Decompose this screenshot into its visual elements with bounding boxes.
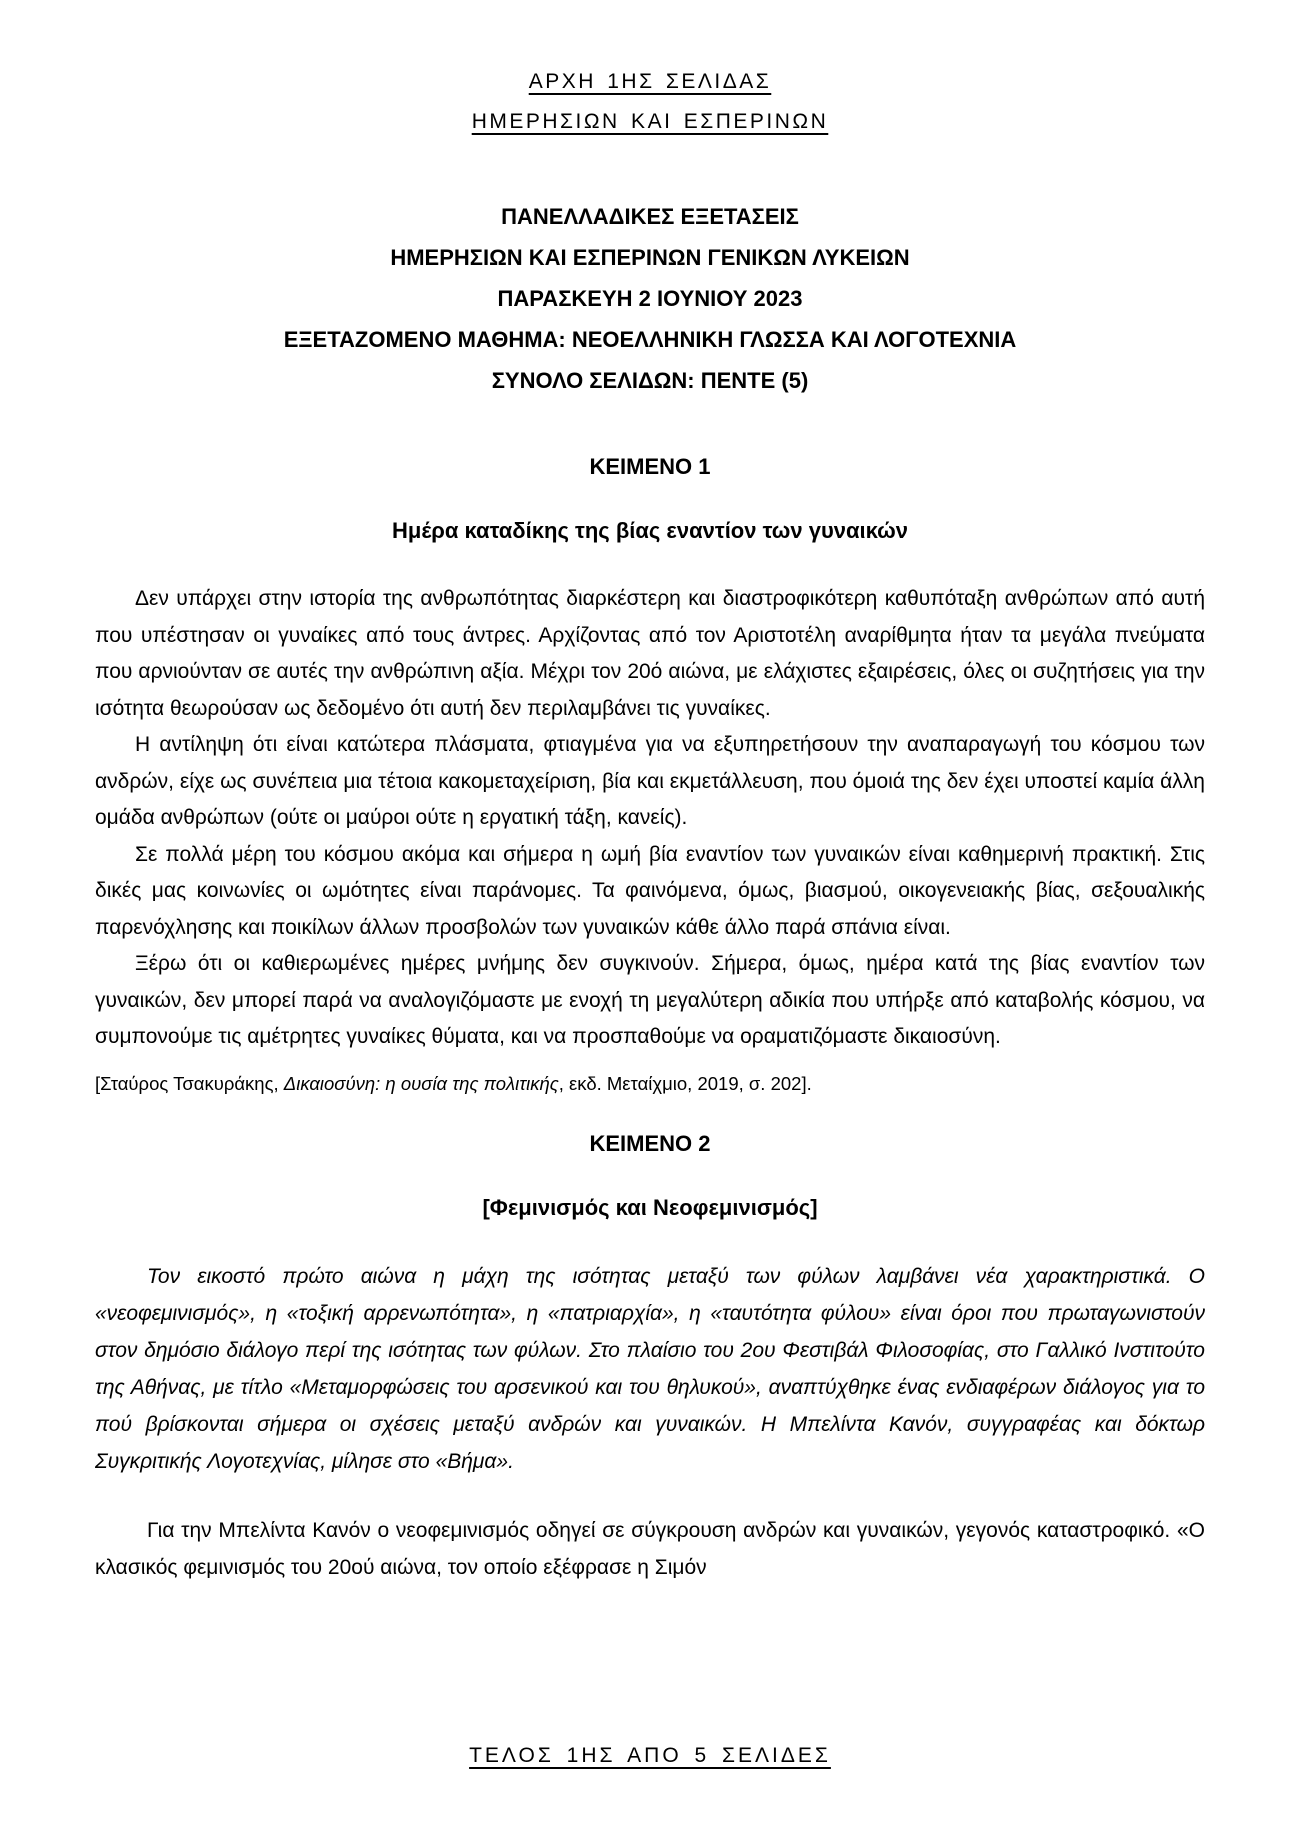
citation-suffix: , εκδ. Μεταίχμιο, 2019, σ. 202]. [558, 1072, 812, 1094]
text2-body [95, 1512, 1205, 1586]
text1-body [95, 581, 1205, 1056]
exam-title-line-4: ΕΞΕΤΑΖΟΜΕΝΟ ΜΑΘΗΜΑ: ΝΕΟΕΛΛΗΝΙΚΗ ΓΛΩΣΣΑ ΚΑΙ ΛΟΓΟΤΕΧΝΙΑ [283, 327, 1017, 352]
text1-paragraph-2: Η αντίληψη ότι είναι κατώτερα πλάσματα, φτιαγμένα για να εξυπηρετήσουν την αναπαραγωγή του κόσμου των ανδρών, είχε ως συνέπεια μια τέτοια κακομεταχείριση, βία και εκμετάλλευση, που όμοιά της δεν έχει υποστεί καμία άλλη ομάδα ανθρώπων (ούτε οι μαύροι ούτε η εργατική τάξη, κανείς). [95, 733, 1205, 829]
text1-paragraph-3: Σε πολλά μέρη του κόσμου ακόμα και σήμερα η ωμή βία εναντίον των γυναικών είναι καθημερινή πρακτική. Στις δικές μας κοινωνίες οι ωμότητες είναι παράνομες. Τα φαινόμενα, όμως, βιασμού, οικογενειακής βίας, σεξουαλικής παρενόχλησης και ποικίλων άλλων προσβολών των γυναικών κάθε άλλο παρά σπάνια είναι. [95, 842, 1205, 939]
exam-title-block [95, 196, 1205, 401]
text2-subtitle: [Φεμινισμός και Νεοφεμινισμός] [482, 1194, 818, 1220]
text2-paragraph-1: Για την Μπελίντα Κανόν ο νεοφεμινισμός οδηγεί σε σύγκρουση ανδρών και γυναικών, γεγονός καταστροφικό. «Ο κλασικός φεμινισμός του 20ού αιώνα, τον οποίο εξέφρασε η Σιμόν [95, 1518, 1205, 1579]
text1-paragraph-1: Δεν υπάρχει στην ιστορία της ανθρωπότητας διαρκέστερη και διαστροφικότερη καθυπόταξη ανθρώπων από αυτή που υπέστησαν οι γυναίκες από τους άντρες. Αρχίζοντας από τον Αριστοτέλη αναρίθμητα ήταν τα μεγάλα πνεύματα που αρνιούνταν σε αυτές την ανθρώπινη αξία. Μέχρι τον 20ό αιώνα, με ελάχιστες εξαιρέσεις, όλες οι συζητήσεις για την ισότητα θεωρούσαν ως δεδομένο ότι αυτή δεν περιλαμβάνει τις γυναίκες. [95, 587, 1205, 720]
exam-title-line-5: ΣΥΝΟΛΟ ΣΕΛΙΔΩΝ: ΠΕΝΤΕ (5) [491, 368, 809, 393]
exam-title-line-2: ΗΜΕΡΗΣΙΩΝ ΚΑΙ ΕΣΠΕΡΙΝΩΝ ΓΕΝΙΚΩΝ ΛΥΚΕΙΩΝ [390, 245, 910, 270]
text1-citation [95, 1072, 1205, 1096]
citation-prefix: [Σταύρος Τσακυράκης, [95, 1072, 284, 1094]
text2-intro-paragraph: Τον εικοστό πρώτο αιώνα η μάχη της ισότητας μεταξύ των φύλων λαμβάνει νέα χαρακτηριστικά. Ο «νεοφεμινισμός», η «τοξική αρρενωπότητα», η «πατριαρχία», η «ταυτότητα φύλου» είναι όροι που πρωταγωνιστούν στον δημόσιο διάλογο περί της ισότητας των φύλων. Στο πλαίσιο του 2ου Φεστιβάλ Φιλοσοφίας, στο Γαλλικό Ινστιτούτο της Αθήνας, με τίτλο «Μεταμορφώσεις του αρσενικού και του θηλυκού», αναπτύχθηκε ένας ενδιαφέρων διάλογος για το πού βρίσκονται σήμερα οι σχέσεις μεταξύ ανδρών και γυναικών. Η Μπελίντα Κανόν, συγγραφέας και δόκτωρ Συγκριτικής Λογοτεχνίας, μίλησε στο «Βήμα». [95, 1264, 1205, 1473]
page-header-line-2 [95, 102, 1205, 142]
page-header-line-1 [95, 62, 1205, 102]
text1-heading: ΚΕΙΜΕΝΟ 1 [589, 454, 711, 479]
text2-heading: ΚΕΙΜΕΝΟ 2 [589, 1130, 711, 1156]
page-footer-text: ΤΕΛΟΣ 1ΗΣ ΑΠΟ 5 ΣΕΛΙΔΕΣ [469, 1744, 831, 1767]
page-header [95, 62, 1205, 142]
page-header-line-1-text: ΑΡΧΗ 1ΗΣ ΣΕΛΙΔΑΣ [528, 70, 772, 93]
text1-paragraph-4: Ξέρω ότι οι καθιερωμένες ημέρες μνήμης δεν συγκινούν. Σήμερα, όμως, ημέρα κατά της βίας εναντίον των γυναικών, δεν μπορεί παρά να αναλογιζόμαστε με ενοχή τη μεγαλύτερη αδικία που υπήρξε από καταβολής κόσμου, να συμπονούμε τις αμέτρητες γυναίκες θύματα, και να προσπαθούμε να οραματιζόμαστε δικαιοσύνη. [95, 952, 1205, 1048]
text2-intro [95, 1258, 1205, 1480]
text1-subtitle: Ημέρα καταδίκης της βίας εναντίον των γυναικών [391, 518, 908, 543]
citation-book-title: Δικαιοσύνη: η ουσία της πολιτικής [283, 1072, 559, 1094]
page-footer [95, 1744, 1205, 1768]
exam-title-line-3: ΠΑΡΑΣΚΕΥΗ 2 ΙΟΥΝΙΟΥ 2023 [497, 286, 803, 311]
exam-title-line-1: ΠΑΝΕΛΛΑΔΙΚΕΣ ΕΞΕΤΑΣΕΙΣ [501, 204, 799, 229]
page-header-line-2-text: ΗΜΕΡΗΣΙΩΝ ΚΑΙ ΕΣΠΕΡΙΝΩΝ [471, 110, 829, 133]
